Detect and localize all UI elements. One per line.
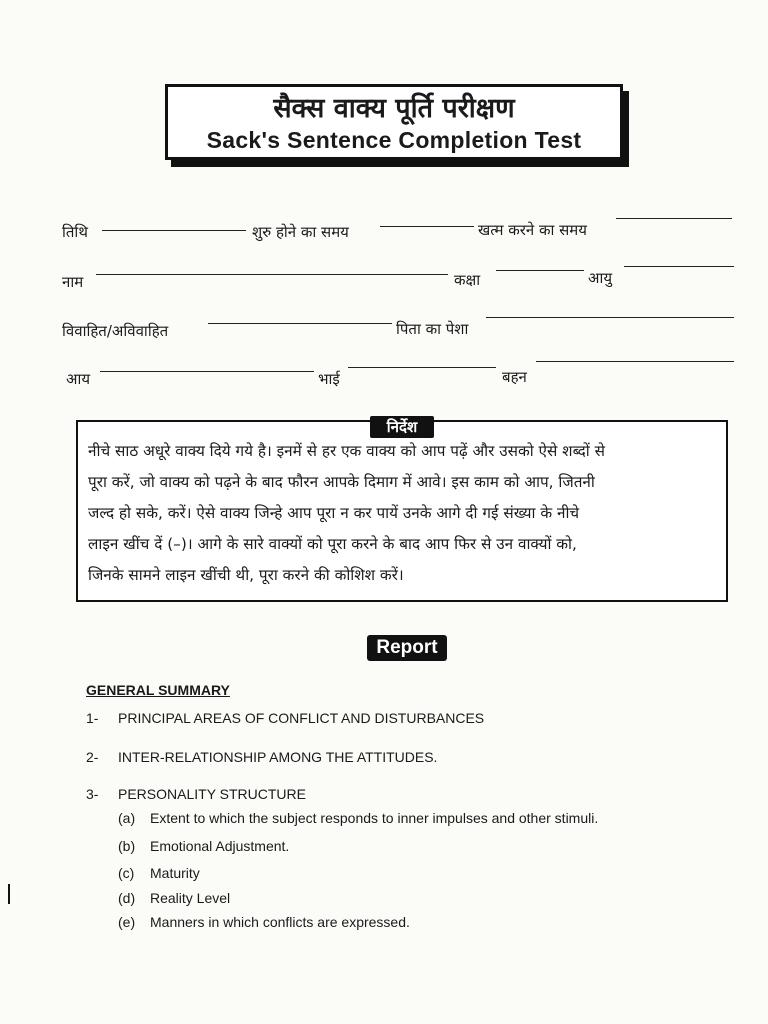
class-label: कक्षा — [454, 271, 481, 289]
subitem-letter: (d) — [118, 890, 136, 906]
start-time-label: शुरु होने का समय — [252, 223, 349, 241]
report-subitem — [118, 865, 200, 881]
item-text: INTER-RELATIONSHIP AMONG THE ATTITUDES. — [118, 749, 438, 765]
name-label: नाम — [62, 273, 84, 291]
sister-field[interactable] — [536, 361, 734, 362]
subitem-text: Reality Level — [150, 890, 231, 906]
title-hindi: सैक्स वाक्य पूर्ति परीक्षण — [273, 93, 515, 124]
report-subitem — [118, 890, 230, 906]
item-text: PERSONALITY STRUCTURE — [118, 786, 306, 802]
name-field[interactable] — [96, 274, 448, 275]
instruction-line: जिनके सामने लाइन खींची थी, पूरा करने की कोशिश करें। — [88, 566, 404, 584]
instructions-heading: निर्देश — [370, 416, 434, 438]
form-row-name — [62, 264, 734, 294]
report-heading: Report — [367, 635, 447, 661]
subitem-text: Manners in which conflicts are expressed. — [150, 914, 410, 930]
subitem-text: Maturity — [150, 865, 200, 881]
item-number: 1- — [86, 710, 99, 726]
instruction-line: नीचे साठ अधूरे वाक्य दिये गये है। इनमें से हर एक वाक्य को आप पढ़ें और उसको ऐसे शब्दों से — [88, 442, 605, 460]
scan-edge-mark — [8, 884, 10, 904]
item-text: PRINCIPAL AREAS OF CONFLICT AND DISTURBANCES — [118, 710, 485, 726]
report-item — [86, 749, 437, 765]
instruction-line: लाइन खींच दें (–)। आगे के सारे वाक्यों को पूरा करने के बाद आप फिर से उन वाक्यों को, — [88, 535, 577, 553]
instructions-box — [76, 420, 728, 602]
age-field[interactable] — [624, 266, 734, 267]
date-label: तिथि — [62, 223, 88, 241]
title-box — [165, 84, 623, 160]
brother-label: भाई — [318, 370, 340, 388]
report-item — [86, 710, 484, 726]
subitem-letter: (b) — [118, 838, 136, 854]
report-item — [86, 786, 306, 802]
form-row-income — [62, 361, 734, 391]
marital-status-label: विवाहित/अविवाहित — [62, 322, 169, 340]
report-subitem — [118, 810, 598, 826]
class-field[interactable] — [496, 270, 584, 271]
item-number: 3- — [86, 786, 99, 802]
age-label: आयु — [588, 269, 613, 287]
form-row-date-time — [62, 214, 734, 244]
instruction-line: पूरा करें, जो वाक्य को पढ़ने के बाद फौरन आपके दिमाग में आवे। इस काम को आप, जितनी — [88, 473, 595, 491]
item-number: 2- — [86, 749, 99, 765]
income-field[interactable] — [100, 371, 314, 372]
date-field[interactable] — [102, 230, 246, 231]
father-occupation-label: पिता का पेशा — [396, 320, 469, 338]
subitem-text: Emotional Adjustment. — [150, 838, 290, 854]
report-subitem — [118, 914, 410, 930]
end-time-label: खत्म करने का समय — [478, 221, 587, 239]
title-english: Sack's Sentence Completion Test — [206, 127, 582, 153]
report-subitem — [118, 838, 289, 854]
subitem-letter: (a) — [118, 810, 136, 826]
subitem-text: Extent to which the subject responds to inner impulses and other stimuli. — [150, 810, 599, 826]
subitem-letter: (c) — [118, 865, 135, 881]
start-time-field[interactable] — [380, 226, 474, 227]
instruction-line: जल्द हो सके, करें। ऐसे वाक्य जिन्हे आप पूरा न कर पायें उनके आगे दी गई संख्या के नीचे — [88, 504, 580, 522]
subitem-letter: (e) — [118, 914, 136, 930]
general-summary-heading: GENERAL SUMMARY — [86, 682, 230, 698]
income-label: आय — [66, 370, 91, 388]
brother-field[interactable] — [348, 367, 496, 368]
sister-label: बहन — [502, 368, 527, 386]
marital-status-field[interactable] — [208, 323, 392, 324]
form-row-marital — [62, 313, 734, 343]
end-time-field[interactable] — [616, 218, 732, 219]
father-occupation-field[interactable] — [486, 317, 734, 318]
